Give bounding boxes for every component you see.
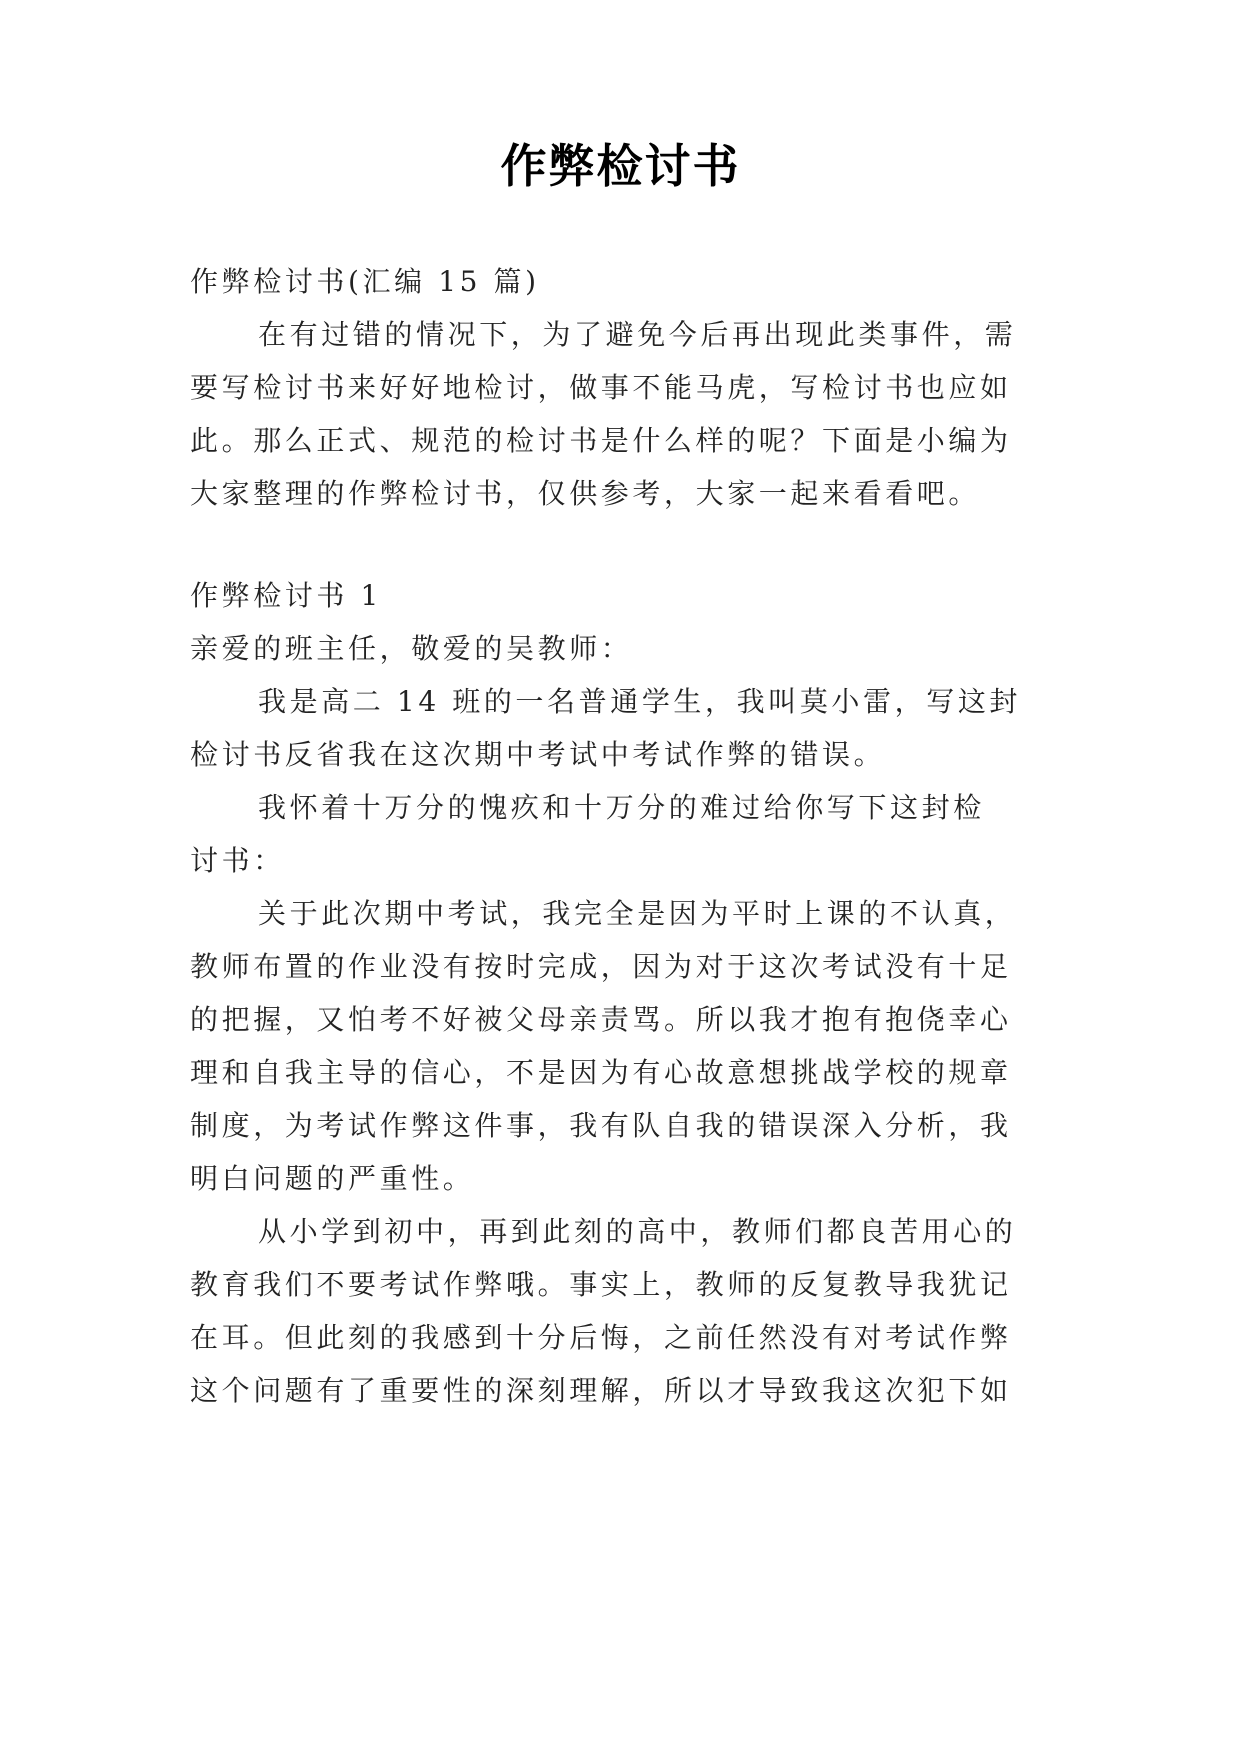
paragraph-line: 我是高二 14 班的一名普通学生，我叫莫小雷，写这封: [258, 685, 1022, 718]
paragraph-line: 教育我们不要考试作弊哦。事实上，教师的反复教导我犹记: [190, 1268, 1012, 1301]
salutation: 亲爱的班主任，敬爱的吴教师：: [190, 632, 633, 665]
paragraph-line: 制度，为考试作弊这件事，我有队自我的错误深入分析，我: [190, 1109, 1012, 1142]
paragraph-line: 从小学到初中，再到此刻的高中，教师们都良苦用心的: [258, 1215, 1017, 1248]
section-heading: 作弊检讨书 1: [190, 579, 382, 612]
intro-line: 在有过错的情况下，为了避免今后再出现此类事件，需: [258, 318, 1017, 351]
document-title: 作弊检讨书: [500, 139, 741, 193]
intro-line: 此。那么正式、规范的检讨书是什么样的呢？下面是小编为: [190, 424, 1012, 457]
paragraph-line: 的把握，又怕考不好被父母亲责骂。所以我才抱有抱侥幸心: [190, 1003, 1012, 1036]
intro-line: 要写检讨书来好好地检讨，做事不能马虎，写检讨书也应如: [190, 371, 1012, 404]
paragraph-line: 教师布置的作业没有按时完成，因为对于这次考试没有十足: [190, 950, 1012, 983]
paragraph-line: 讨书：: [190, 844, 285, 877]
paragraph-line: 检讨书反省我在这次期中考试中考试作弊的错误。: [190, 738, 886, 771]
paragraph-line: 我怀着十万分的愧疚和十万分的难过给你写下这封检: [258, 791, 985, 824]
paragraph-line: 关于此次期中考试，我完全是因为平时上课的不认真，: [258, 897, 1017, 930]
paragraph-line: 在耳。但此刻的我感到十分后悔，之前任然没有对考试作弊: [190, 1321, 1012, 1354]
paragraph-line: 理和自我主导的信心，不是因为有心故意想挑战学校的规章: [190, 1056, 1012, 1089]
intro-heading: 作弊检讨书(汇编 15 篇): [190, 265, 540, 298]
intro-line: 大家整理的作弊检讨书，仅供参考，大家一起来看看吧。: [190, 477, 981, 510]
paragraph-line: 这个问题有了重要性的深刻理解，所以才导致我这次犯下如: [190, 1374, 1012, 1407]
paragraph-line: 明白问题的严重性。: [190, 1162, 475, 1195]
